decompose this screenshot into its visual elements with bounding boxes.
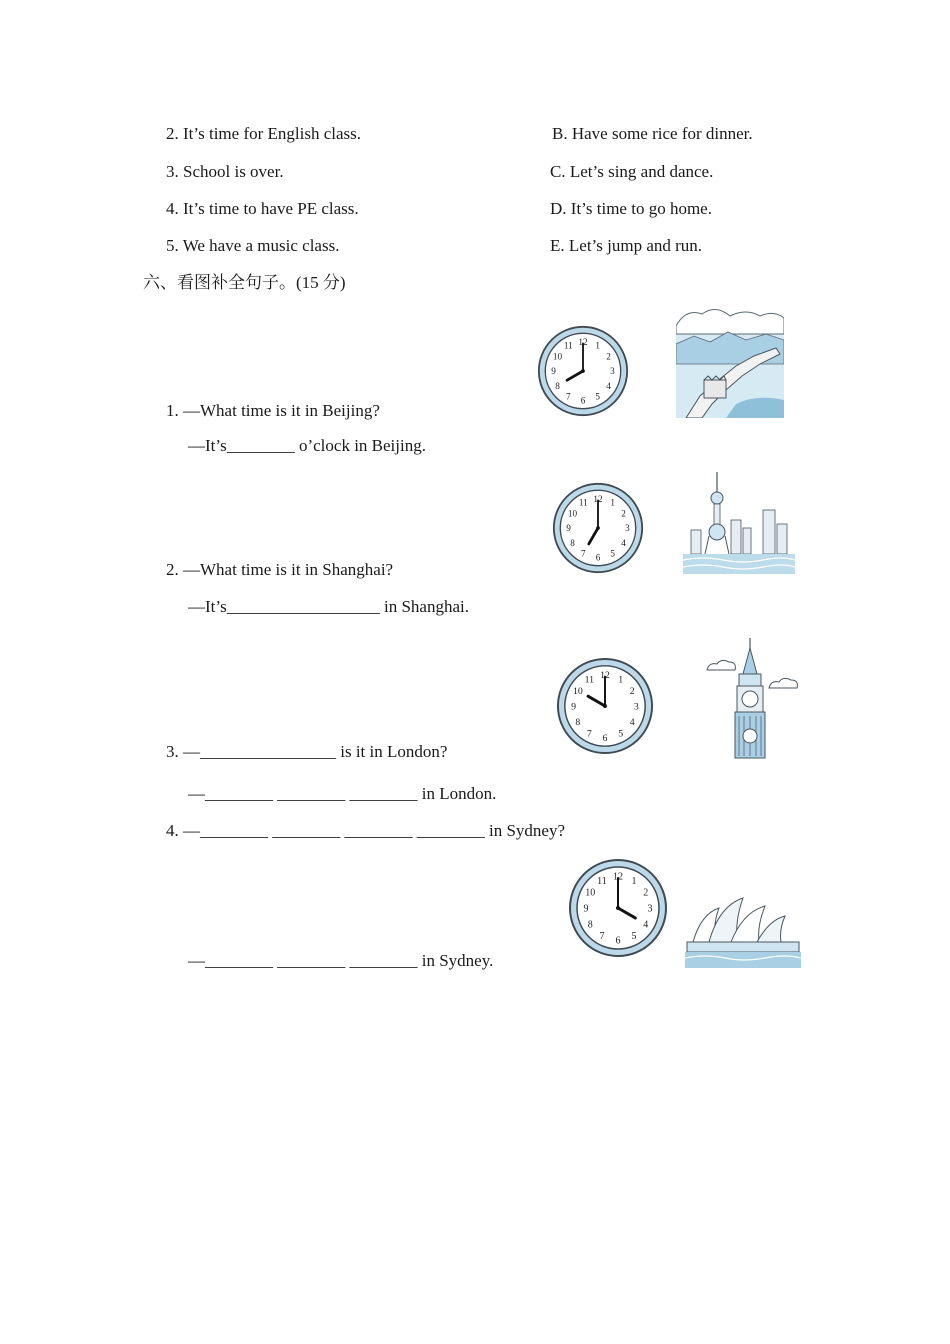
clock-numeral: 3 [610,366,615,377]
match-left-2: 2. It’s time for English class. [166,124,362,143]
clock-numeral: 10 [567,508,578,519]
question-4-answer: —________ ________ ________ in Sydney. [188,951,494,970]
match-right-c: C. Let’s sing and dance. [550,162,714,181]
clock-numeral: 9 [583,903,589,915]
clock-numeral: 1 [631,875,637,887]
question-4-prompt: 4. —________ ________ ________ ________ in Sydney? [166,821,566,840]
clock-numeral: 4 [621,537,626,548]
clock-numeral: 11 [563,340,573,351]
section-heading: 六、看图补全句子。(15 分) [143,273,346,292]
clock-numeral: 6 [580,395,586,406]
match-right-b: B. Have some rice for dinner. [552,124,753,143]
clock-numeral: 12 [613,871,623,883]
clock-numeral: 9 [571,701,577,713]
clock-numeral: 2 [606,351,611,362]
clock-numeral: 8 [555,380,560,391]
question-3-prompt: 3. —________________ is it in London? [166,742,448,761]
clock-numeral: 7 [599,931,605,943]
match-left-3: 3. School is over. [166,162,284,181]
clock-numeral: 5 [610,548,616,559]
clock-numeral: 8 [587,919,593,931]
clock-numeral: 10 [585,887,596,899]
clock-numeral: 6 [595,552,601,563]
clock-icon-london [556,657,654,755]
match-right-d: D. It’s time to go home. [550,199,712,218]
match-left-5: 5. We have a music class. [166,236,340,255]
clock-center [596,526,600,530]
clock-numeral: 2 [621,508,626,519]
clock-numeral: 12 [578,336,588,347]
question-2-answer: —It’s__________________ in Shanghai. [188,597,469,616]
clock-numeral: 10 [572,685,583,697]
clock-numeral: 5 [595,391,601,402]
clock-numeral: 12 [600,670,610,682]
match-left-4: 4. It’s time to have PE class. [166,199,359,218]
clock-numeral: 1 [610,497,616,508]
clock-numeral: 2 [643,887,649,899]
clock-numeral: 2 [629,685,635,697]
clock-icon-sydney [568,858,668,958]
clock-numeral: 4 [606,380,611,391]
question-3-answer: —________ ________ ________ in London. [188,784,497,803]
clock-numeral: 3 [625,523,630,534]
clock-numeral: 6 [615,935,621,947]
great-wall-icon [676,304,784,418]
clock-numeral: 9 [566,523,571,534]
clock-icon-shanghai [552,482,644,574]
big-ben-icon [703,636,801,760]
question-1-prompt: 1. —What time is it in Beijing? [166,401,380,420]
sydney-opera-house-icon [685,894,801,968]
clock-numeral: 5 [631,931,637,943]
clock-numeral: 7 [580,548,586,559]
clock-center [603,704,607,708]
match-right-e: E. Let’s jump and run. [550,236,703,255]
clock-center [581,369,585,373]
clock-numeral: 11 [597,875,607,887]
clock-numeral: 3 [647,903,653,915]
clock-numeral: 4 [629,717,635,729]
clock-numeral: 11 [578,497,588,508]
clock-numeral: 7 [565,391,571,402]
clock-numeral: 7 [586,728,592,740]
clock-numeral: 6 [602,732,608,744]
clock-numeral: 12 [593,493,603,504]
clock-numeral: 3 [633,701,639,713]
clock-icon-beijing [537,325,629,417]
clock-numeral: 8 [570,537,575,548]
clock-numeral: 10 [552,351,563,362]
question-1-answer: —It’s________ o’clock in Beijing. [188,436,426,455]
shanghai-skyline-icon [683,470,795,574]
question-2-prompt: 2. —What time is it in Shanghai? [166,560,394,579]
clock-numeral: 8 [575,717,581,729]
clock-center [616,906,620,910]
clock-numeral: 9 [551,366,556,377]
clock-numeral: 5 [618,728,624,740]
clock-numeral: 4 [643,919,649,931]
clock-numeral: 1 [595,340,601,351]
clock-numeral: 1 [618,674,624,686]
clock-numeral: 11 [584,674,595,686]
